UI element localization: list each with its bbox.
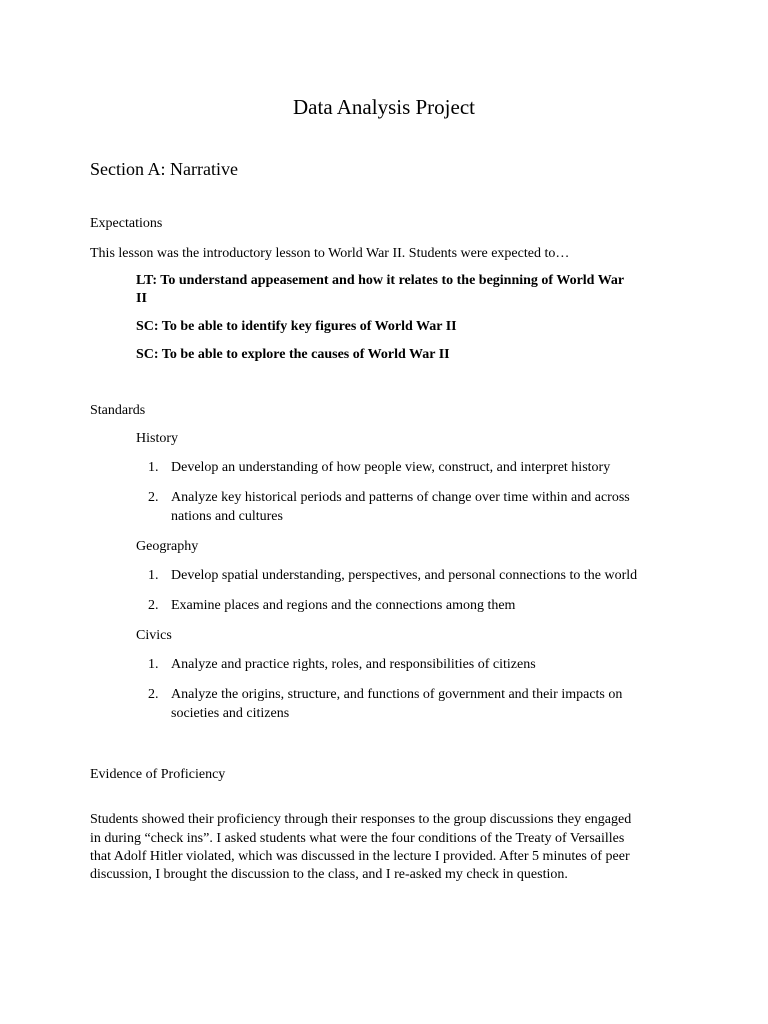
- expectations-intro: This lesson was the introductory lesson to World War II. Students were expected to…: [90, 246, 570, 261]
- civics-item-1-text: Analyze and practice rights, roles, and responsibilities of citizens: [171, 657, 536, 672]
- document-title: Data Analysis Project: [293, 95, 475, 119]
- geography-item-1-number: 1.: [148, 568, 159, 583]
- evidence-paragraph-line-1: Students showed their proficiency through their responses to the group discussions they engaged: [90, 812, 632, 827]
- section-a-heading: Section A: Narrative: [90, 159, 238, 179]
- history-label: History: [136, 431, 178, 446]
- history-item-1-text: Develop an understanding of how people view, construct, and interpret history: [171, 460, 611, 475]
- civics-item-2-text-line-2: societies and citizens: [171, 706, 290, 721]
- standards-heading: Standards: [90, 403, 146, 418]
- evidence-heading: Evidence of Proficiency: [90, 767, 226, 782]
- evidence-paragraph-line-2: in during “check ins”. I asked students what were the four conditions of the Treaty of Versailles: [90, 831, 625, 846]
- geography-item-1-text: Develop spatial understanding, perspectives, and personal connections to the world: [171, 568, 638, 583]
- learning-target-line-1: LT: To understand appeasement and how it relates to the beginning of World War: [136, 273, 625, 288]
- civics-item-1-number: 1.: [148, 657, 159, 672]
- geography-item-2-text: Examine places and regions and the connections among them: [171, 598, 516, 613]
- geography-item-2-number: 2.: [148, 598, 159, 613]
- geography-label: Geography: [136, 539, 199, 554]
- history-item-2-text-line-2: nations and cultures: [171, 509, 283, 524]
- expectations-heading: Expectations: [90, 216, 163, 231]
- evidence-paragraph-line-3: that Adolf Hitler violated, which was discussed in the lecture I provided. After 5 minutes of peer: [90, 849, 630, 864]
- evidence-paragraph-line-4: discussion, I brought the discussion to the class, and I re-asked my check in question.: [90, 867, 568, 882]
- civics-label: Civics: [136, 628, 172, 643]
- success-criteria-1: SC: To be able to identify key figures of World War II: [136, 319, 457, 334]
- learning-target-line-2: II: [136, 291, 147, 306]
- history-item-2-number: 2.: [148, 490, 159, 505]
- success-criteria-2: SC: To be able to explore the causes of World War II: [136, 347, 450, 362]
- history-item-1-number: 1.: [148, 460, 159, 475]
- civics-item-2-text-line-1: Analyze the origins, structure, and functions of government and their impacts on: [171, 687, 623, 702]
- civics-item-2-number: 2.: [148, 687, 159, 702]
- history-item-2-text-line-1: Analyze key historical periods and patterns of change over time within and across: [171, 490, 630, 505]
